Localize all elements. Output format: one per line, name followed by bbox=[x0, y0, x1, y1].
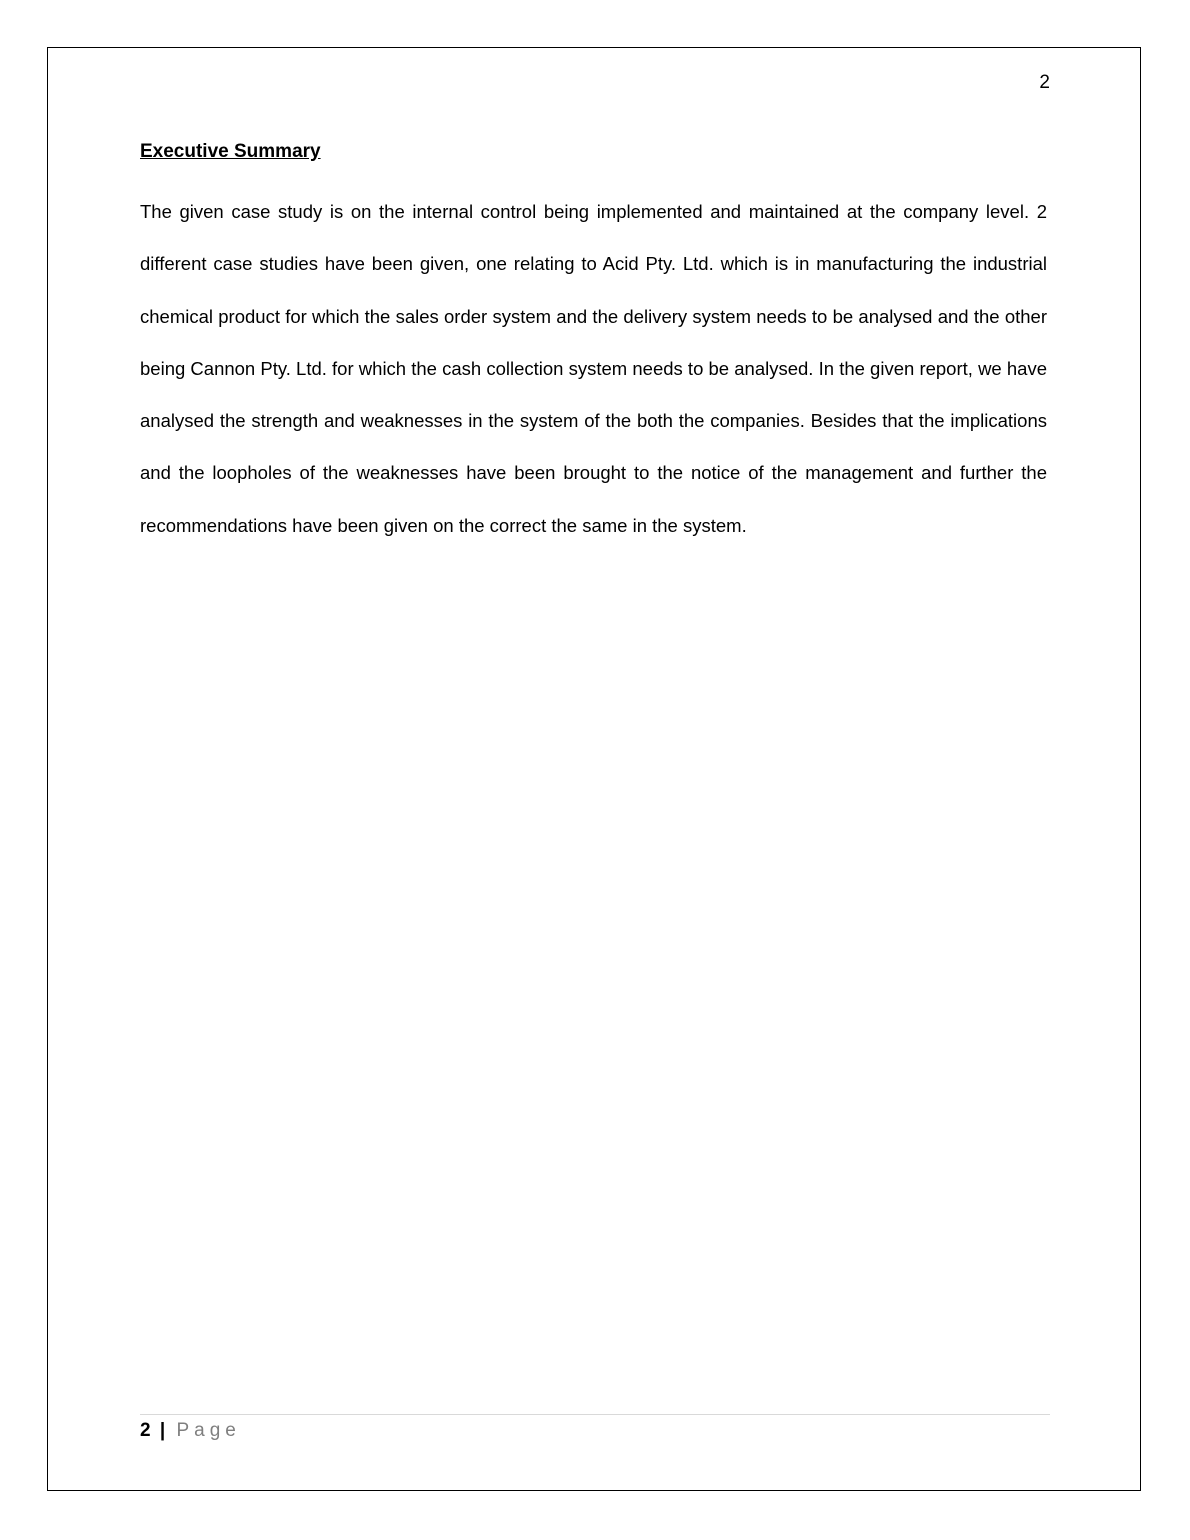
footer-page-label: Page bbox=[176, 1420, 241, 1441]
section-heading: Executive Summary bbox=[140, 141, 321, 162]
footer-page-number: 2 bbox=[140, 1420, 151, 1441]
page-footer bbox=[140, 1420, 241, 1442]
footer-separator: | bbox=[159, 1420, 166, 1441]
section-body-paragraph: The given case study is on the internal control being implemented and maintained at the company level. 2 different case studies have been given, one relating to Acid Pty. Ltd. which is in manufacturing the industrial chemical product for which the sales order system and the delivery system needs to be analysed and the other being Cannon Pty. Ltd. for which the cash collection system needs to be analysed. In the given report, we have analysed the strength and weaknesses in the system of the both the companies. Besides that the implications and the loopholes of the weaknesses have been brought to the notice of the management and further the recommendations have been given on the correct the same in the system. bbox=[140, 201, 1047, 536]
footer-divider bbox=[140, 1414, 1050, 1415]
header-page-number: 2 bbox=[1039, 72, 1050, 93]
